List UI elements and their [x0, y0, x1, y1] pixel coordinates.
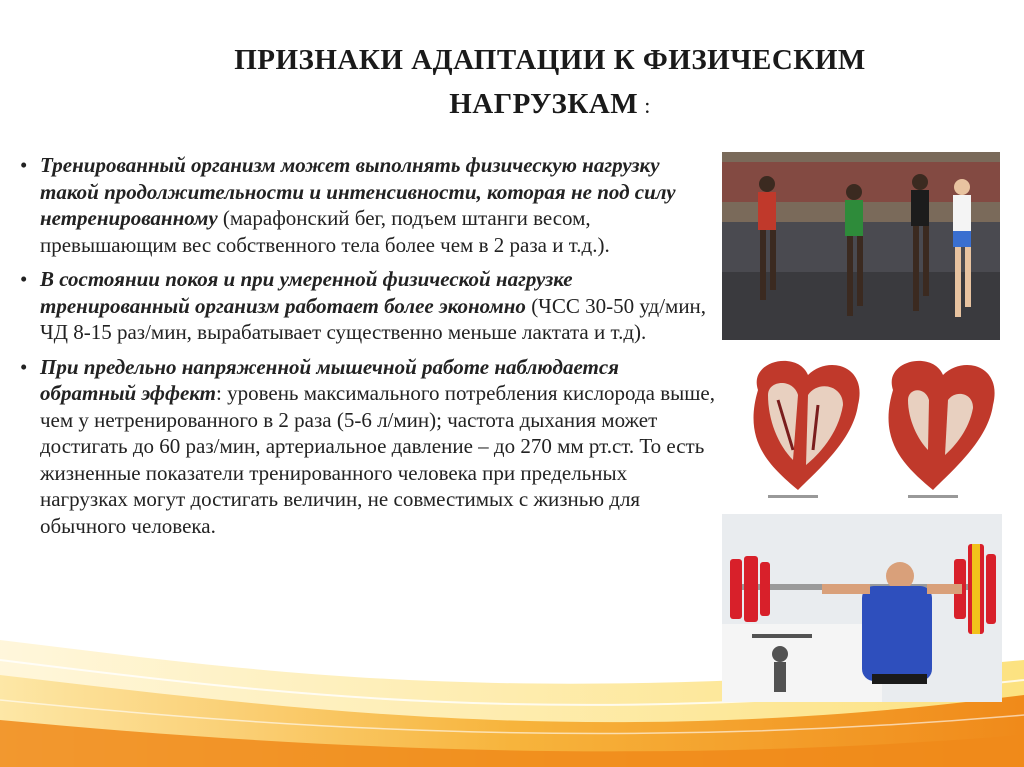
bullet-emphasis: При предельно напряженной мышечной работе наблюдается обратный эффект	[40, 354, 619, 405]
title-line-1: ПРИЗНАКИ АДАПТАЦИИ К ФИЗИЧЕСКИМ	[234, 44, 866, 76]
bullet-list	[18, 152, 718, 547]
bullet-item	[18, 266, 718, 346]
bullet-text: (ЧСС 30-50 уд/мин, ЧД 8-15 раз/мин, вырабатывает существенно меньше лактата и т.д).	[40, 293, 707, 344]
bullet-item	[18, 354, 718, 540]
bullet-text: : уровень максимального потребления кислорода выше, чем у нетренированного в 2 раза (5-6 л/мин); частота дыхания может достигать до 60 раз/мин, артериальное давление – до 270 мм рт.ст. То есть жизненные показатели тренированного человека при предельных нагрузках могут достигать величин, не совместимых с жизнью для обычного человека.	[40, 381, 715, 538]
marathon-runners-photo	[722, 152, 1000, 340]
bullet-marker: •	[20, 354, 28, 379]
bullet-emphasis: Тренированный организм может выполнять физическую нагрузку такой продолжительности и интенсивности, которая не под силу нетренированному	[40, 153, 676, 230]
bullet-marker: •	[20, 153, 28, 177]
bullet-emphasis: В состоянии покоя и при умеренной физической нагрузке тренированный организм работает более экономно	[40, 267, 573, 318]
weightlifter-photo	[722, 514, 1002, 702]
bullet-text: (марафонский бег, подъем штанги весом, превышающим вес собственного тела более чем в 2 раза и т.д.).	[40, 206, 610, 257]
title-line-2: НАГРУЗКАМ :	[449, 88, 651, 120]
heart-cross-section-illustration	[728, 345, 1000, 510]
bullet-marker: •	[20, 267, 28, 291]
bullet-item	[18, 152, 718, 258]
slide-title	[150, 38, 950, 128]
